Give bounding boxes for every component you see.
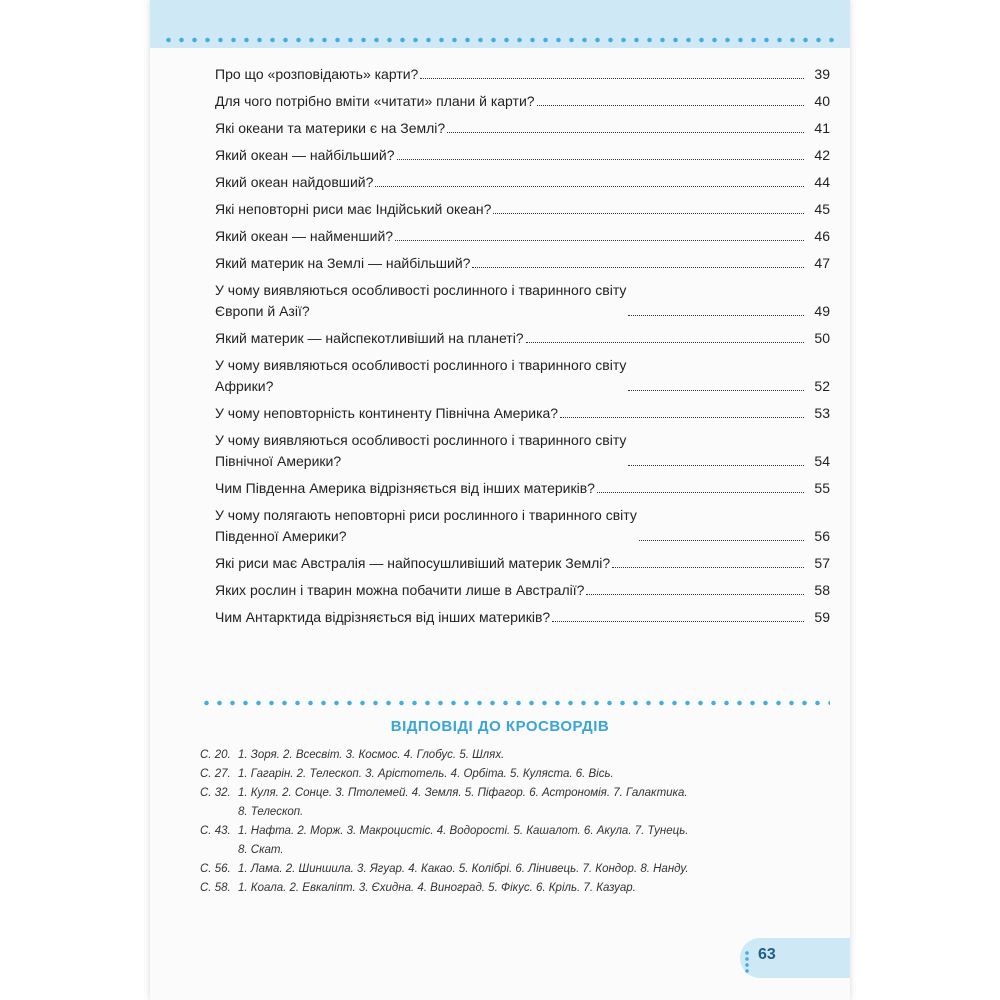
answer-page-ref: С. 43. (200, 825, 231, 837)
toc-entry-title (215, 430, 626, 472)
toc-dot-leader (375, 186, 804, 187)
toc-entry (215, 430, 830, 472)
toc-entry-title (215, 403, 558, 424)
toc-dot-leader (526, 342, 804, 343)
answer-text: 8. Телескоп. (238, 806, 304, 818)
toc-entry (215, 505, 830, 547)
toc-entry-title (215, 580, 584, 601)
toc-dot-leader (552, 621, 804, 622)
toc-dot-leader (639, 540, 804, 541)
answer-row (200, 822, 830, 841)
toc-dot-leader (586, 594, 804, 595)
answer-row (200, 879, 830, 898)
answer-text: 8. Скат. (238, 844, 284, 856)
toc-entry (215, 226, 830, 247)
toc-entry-title (215, 226, 393, 247)
toc-entry (215, 403, 830, 424)
toc-entry-title-line: Про що «розповідають» карти? (215, 66, 419, 82)
answer-page-ref: С. 56. (200, 863, 231, 875)
toc-page-number: 42 (814, 147, 830, 163)
answer-page-ref: С. 27. (200, 768, 231, 780)
toc-entry-title-line: У чому виявляються особливості рослинного і тваринного світу (215, 357, 627, 373)
toc-entry-title-line: Який материк на Землі — найбільший? (215, 255, 471, 271)
toc-entry-title (215, 553, 610, 574)
toc-page-number: 52 (814, 378, 830, 394)
toc-entry-title-line: Яких рослин і тварин можна побачити лише в Австралії? (215, 582, 585, 598)
toc-entry (215, 280, 830, 322)
toc-entry-title-line: Південної Америки? (215, 528, 347, 544)
header-dotted-divider (162, 37, 838, 43)
toc-entry-title (215, 505, 637, 547)
page-tab-dots (744, 950, 750, 974)
toc-entry (215, 118, 830, 139)
toc-entry (215, 64, 830, 85)
toc-entry-title (215, 91, 535, 112)
toc-entry-title-line: Для чого потрібно вміти «читати» плани й карти? (215, 93, 535, 109)
toc-entry-title (215, 172, 373, 193)
toc-dot-leader (493, 213, 804, 214)
toc-dot-leader (397, 159, 804, 160)
answer-text: 1. Лама. 2. Шиншила. 3. Ягуар. 4. Какао. 5. Колібрі. 6. Лінивець. 7. Кондор. 8. Нанду. (238, 863, 689, 875)
page-number-tab (740, 938, 850, 978)
toc-page-number: 55 (814, 480, 830, 496)
toc-entry (215, 172, 830, 193)
toc-entry-title-line: Європи й Азії? (215, 303, 310, 319)
answer-text: 1. Гагарін. 2. Телескоп. 3. Арістотель. 4. Орбіта. 5. Куляста. 6. Вісь. (238, 768, 614, 780)
answer-row (200, 746, 830, 765)
answer-row (200, 860, 830, 879)
toc-entry-title-line: Які океани та материки є на Землі? (215, 120, 446, 136)
toc-page-number: 44 (814, 174, 830, 190)
toc-dot-leader (597, 492, 804, 493)
toc-entry-title-line: У чому виявляються особливості рослинного і тваринного світу (215, 432, 627, 448)
toc-page-number: 54 (814, 453, 830, 469)
toc-page-number: 59 (814, 609, 830, 625)
answer-row (200, 784, 830, 803)
toc-dot-leader (537, 105, 804, 106)
answer-page-ref: С. 32. (200, 787, 231, 799)
toc-page-number: 47 (814, 255, 830, 271)
toc-dot-leader (612, 567, 804, 568)
toc-dot-leader (420, 78, 804, 79)
toc-page-number: 57 (814, 555, 830, 571)
toc-entry (215, 328, 830, 349)
toc-page-number: 41 (814, 120, 830, 136)
toc-entry-title-line: Африки? (215, 378, 274, 394)
toc-entry (215, 607, 830, 628)
toc-entry-title (215, 607, 550, 628)
toc-entry-title-line: У чому неповторність континенту Північна Америка? (215, 405, 559, 421)
toc-entry (215, 355, 830, 397)
toc-entry (215, 553, 830, 574)
toc-dot-leader (395, 240, 804, 241)
toc-entry-title (215, 199, 491, 220)
answer-row (200, 765, 830, 784)
toc-page-number: 46 (814, 228, 830, 244)
answers-title: ВІДПОВІДІ ДО КРОСВОРДІВ (390, 718, 610, 735)
answer-page-ref: С. 20. (200, 749, 231, 761)
answer-row (200, 841, 830, 860)
answer-text: 1. Зоря. 2. Всесвіт. 3. Космос. 4. Глобус. 5. Шлях. (238, 749, 505, 761)
toc-dot-leader (472, 267, 804, 268)
toc-page-number: 53 (814, 405, 830, 421)
answer-page-ref (200, 841, 238, 860)
toc-dot-leader (447, 132, 804, 133)
page-number: 63 (758, 946, 776, 963)
toc-page-number: 40 (814, 93, 830, 109)
toc-page-number: 58 (814, 582, 830, 598)
toc-entry-title (215, 253, 470, 274)
toc-entry-title-line: Північної Америки? (215, 453, 342, 469)
answer-page-ref (200, 803, 238, 822)
toc-entry-title (215, 145, 395, 166)
toc-entry-title-line: Які риси має Австралія — найпосушливіший материк Землі? (215, 555, 611, 571)
toc-entry-title-line: У чому виявляються особливості рослинного і тваринного світу (215, 282, 627, 298)
book-page (150, 0, 850, 1000)
toc-entry-title-line: Який материк — найспекотливіший на планеті? (215, 330, 524, 346)
toc-entry (215, 199, 830, 220)
answer-page-ref: С. 58. (200, 882, 231, 894)
toc-entry-title (215, 478, 595, 499)
toc-entry-title-line: Який океан — найменший? (215, 228, 394, 244)
answers-dotted-divider (200, 700, 830, 706)
answer-text: 1. Нафта. 2. Морж. 3. Макроцистіс. 4. Водорості. 5. Кашалот. 6. Акула. 7. Тунець. (238, 825, 689, 837)
toc-entry (215, 580, 830, 601)
toc-entry (215, 145, 830, 166)
toc-entry-title-line: Які неповторні риси має Індійський океан? (215, 201, 492, 217)
toc-entry-title-line: Який океан — найбільший? (215, 147, 395, 163)
toc-dot-leader (628, 315, 804, 316)
table-of-contents (215, 64, 830, 634)
toc-page-number: 56 (814, 528, 830, 544)
toc-page-number: 49 (814, 303, 830, 319)
toc-entry-title (215, 280, 626, 322)
toc-page-number: 50 (814, 330, 830, 346)
toc-entry (215, 91, 830, 112)
toc-page-number: 45 (814, 201, 830, 217)
answer-text: 1. Коала. 2. Евкаліпт. 3. Єхидна. 4. Виноград. 5. Фікус. 6. Кріль. 7. Казуар. (238, 882, 636, 894)
toc-entry-title-line: Який океан найдовший? (215, 174, 374, 190)
answer-row (200, 803, 830, 822)
crossword-answers (200, 746, 830, 898)
toc-entry-title (215, 64, 418, 85)
toc-entry-title (215, 355, 626, 397)
toc-entry-title (215, 118, 445, 139)
toc-entry-title (215, 328, 524, 349)
toc-entry (215, 478, 830, 499)
toc-entry-title-line: Чим Антарктида відрізняється від інших материків? (215, 609, 551, 625)
toc-entry-title-line: Чим Південна Америка відрізняється від інших материків? (215, 480, 595, 496)
toc-dot-leader (628, 390, 804, 391)
answer-text: 1. Куля. 2. Сонце. 3. Птолемей. 4. Земля. 5. Піфагор. 6. Астрономія. 7. Галактика. (238, 787, 688, 799)
toc-dot-leader (628, 465, 804, 466)
toc-entry-title-line: У чому полягають неповторні риси рослинного і тваринного світу (215, 507, 637, 523)
toc-entry (215, 253, 830, 274)
toc-page-number: 39 (814, 66, 830, 82)
toc-dot-leader (560, 417, 804, 418)
